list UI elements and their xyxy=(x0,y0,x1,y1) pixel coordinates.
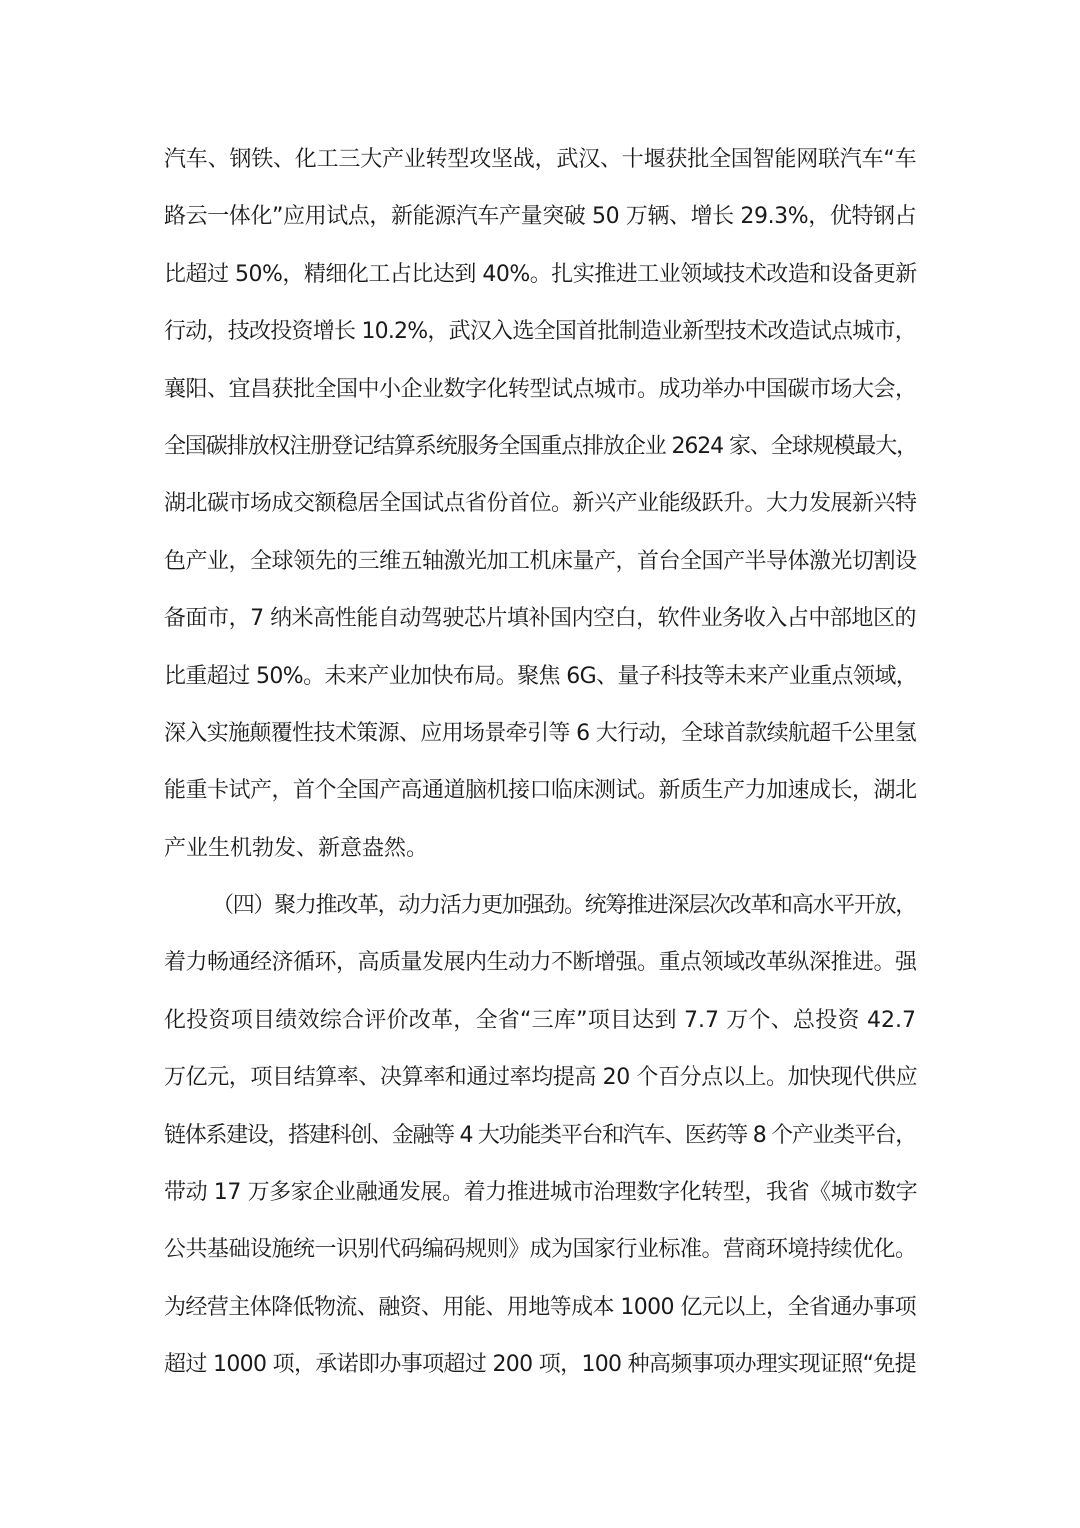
text-line: 为经营主体降低物流、融资、用能、用地等成本 1000 亿元以上，全省通办事项 xyxy=(164,1294,916,1320)
text-line: 色产业，全球领先的三维五轴激光加工机床量产，首台全国产半导体激光切割设 xyxy=(164,548,917,574)
paragraph-2 xyxy=(164,883,916,1400)
text-line: （四）聚力推改革，动力活力更加强劲。统筹推进深层次改革和高水平开放， xyxy=(212,893,916,919)
text-line: 比重超过 50%。未来产业加快布局。聚焦 6G、量子科技等未来产业重点领域， xyxy=(164,663,918,689)
text-line: 襄阳、宜昌获批全国中小企业数字化转型试点城市。成功举办中国碳市场大会， xyxy=(164,376,917,402)
text-line: 比超过 50%，精细化工占比达到 40%。扎实推进工业领域技术改造和设备更新 xyxy=(164,261,917,287)
text-line: 备面市，7 纳米高性能自动驾驶芯片填补国内空白，软件业务收入占中部地区的 xyxy=(164,606,916,632)
text-line: 湖北碳市场成交额稳居全国试点省份首位。新兴产业能级跃升。大力发展新兴特 xyxy=(164,491,917,517)
text-line: 带动 17 万多家企业融通发展。着力推进城市治理数字化转型，我省《城市数字 xyxy=(164,1180,918,1206)
text-line: 万亿元，项目结算率、决算率和通过率均提高 20 个百分点以上。加快现代供应 xyxy=(164,1065,918,1091)
text-line: 汽车、钢铁、化工三大产业转型攻坚战，武汉、十堰获批全国智能网联汽车“车 xyxy=(164,147,917,172)
paragraph-1 xyxy=(164,137,916,883)
text-line: 行动，技改投资增长 10.2%，武汉入选全国首批制造业新型技术改造试点城市， xyxy=(164,319,916,345)
text-line: 超过 1000 项，承诺即办事项超过 200 项，100 种高频事项办理实现证照“免提 xyxy=(164,1352,916,1378)
document-body xyxy=(164,137,916,1400)
text-line: 着力畅通经济循环，高质量发展内生动力不断增强。重点领域改革纵深推进。强 xyxy=(164,950,917,976)
text-line: 深入实施颠覆性技术策源、应用场景牵引等 6 大行动，全球首款续航超千公里氢 xyxy=(164,720,916,746)
text-line: 产业生机勃发、新意盎然。 xyxy=(164,835,429,861)
text-line: 路云一体化”应用试点，新能源汽车产量突破 50 万辆、增长 29.3%，优特钢占 xyxy=(164,204,917,230)
text-line: 链体系建设，搭建科创、金融等 4 大功能类平台和汽车、医药等 8 个产业类平台， xyxy=(164,1122,916,1148)
text-line: 能重卡试产，首个全国产高通道脑机接口临床测试。新质生产力加速成长，湖北 xyxy=(164,778,917,804)
text-line: 化投资项目绩效综合评价改革，全省“三库”项目达到 7.7 万个、总投资 42.7 xyxy=(164,1007,916,1033)
text-line: 公共基础设施统一识别代码编码规则》成为国家行业标准。营商环境持续优化。 xyxy=(164,1237,917,1263)
text-line: 全国碳排放权注册登记结算系统服务全国重点排放企业 2624 家、全球规模最大， xyxy=(164,433,918,459)
